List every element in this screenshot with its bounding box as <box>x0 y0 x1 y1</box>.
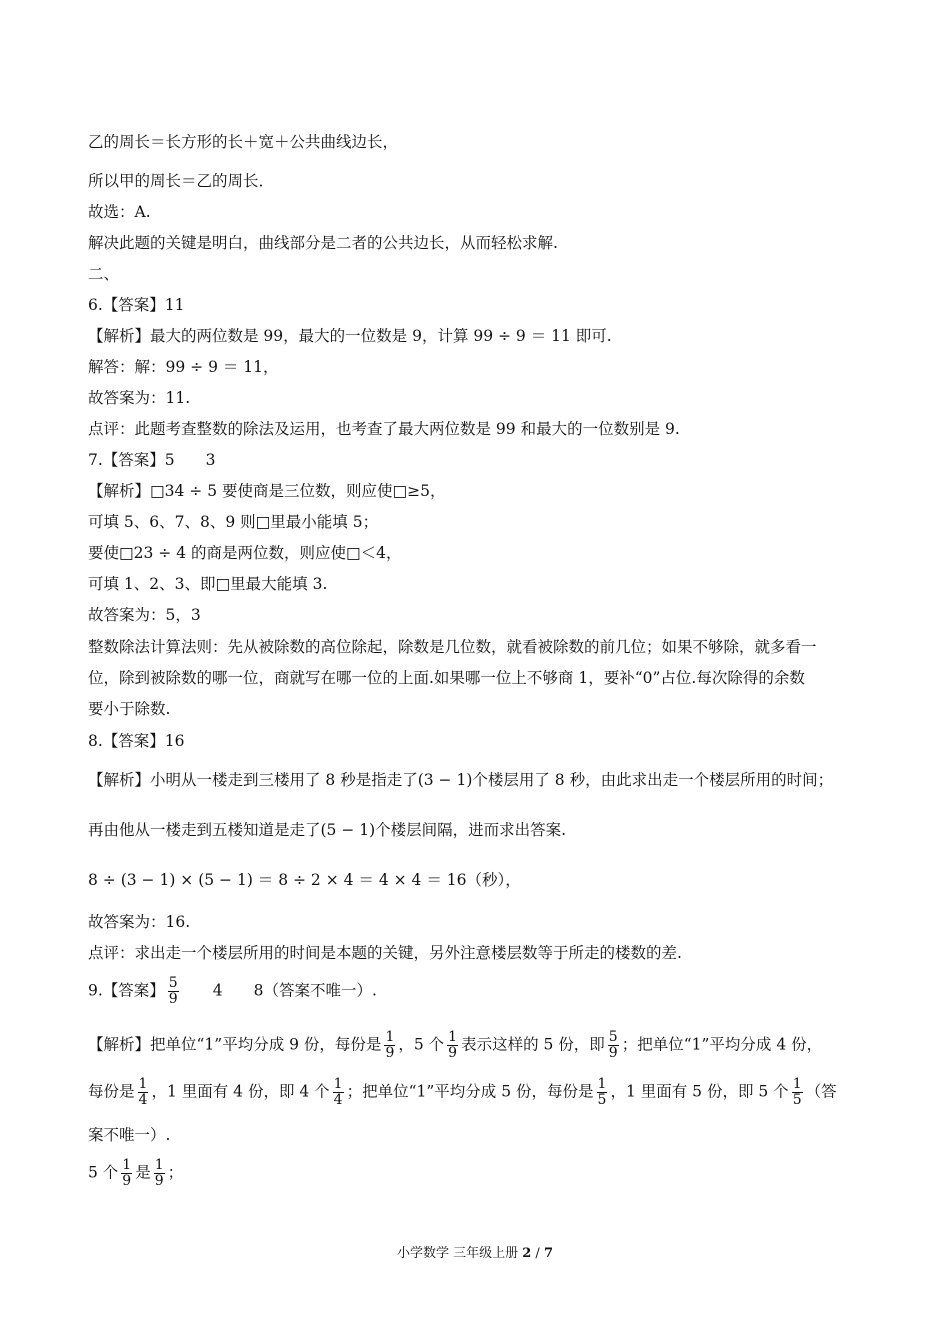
text-line: 【解析】小明从一楼走到三楼用了 8 秒是指走了(3 − 1)个楼层用了 8 秒，由此求出走一个楼层所用的时间； <box>88 771 834 789</box>
answer-heading: 6.【答案】11 <box>88 296 185 314</box>
text-span: 5 个 <box>88 1163 119 1182</box>
text-line: 故答案为：11. <box>88 389 191 407</box>
q9-prefix: 9.【答案】 <box>88 981 165 1000</box>
fraction: $\frac{1}{9}$ <box>385 1029 395 1061</box>
text-span: ；把单位“1”平均分成 5 份，每份是 <box>346 1082 594 1101</box>
text-span: （答 <box>805 1082 837 1101</box>
text-line: 乙的周长＝长方形的长＋宽＋公共曲线边长， <box>88 133 399 151</box>
text-line: 【解析】□34 ÷ 5 要使商是三位数，则应使□≥5， <box>88 482 446 500</box>
text-line: 解答：解：99 ÷ 9 ＝ 11， <box>88 358 279 376</box>
text-span: ，5 个 <box>398 1035 445 1054</box>
text-span: 是 <box>135 1163 151 1182</box>
text-span: ，1 里面有 4 份，即 4 个 <box>151 1082 330 1101</box>
text-span: 【解析】把单位“1”平均分成 9 份，每份是 <box>88 1035 382 1054</box>
text-span: ； <box>167 1163 184 1182</box>
text-line: 可填 1、2、3、即□里最大能填 3. <box>88 575 328 593</box>
text-span: 每份是 <box>88 1082 135 1101</box>
fraction: $\frac{1}{9}$ <box>122 1157 132 1189</box>
footer-title: 小学数学 三年级上册 <box>396 1246 523 1261</box>
fraction: $\frac{5}{9}$ <box>168 975 178 1007</box>
fraction: $\frac{1}{9}$ <box>448 1029 458 1061</box>
fraction: $\frac{5}{9}$ <box>608 1029 618 1061</box>
fraction: $\frac{1}{5}$ <box>597 1076 607 1108</box>
text-line: 可填 5、6、7、8、9 则□里最小能填 5； <box>88 513 379 531</box>
text-span: 表示这样的 5 份，即 <box>461 1035 605 1054</box>
text-line: 故答案为：5，3 <box>88 606 201 624</box>
text-line: 整数除法计算法则：先从被除数的高位除起，除数是几位数，就看被除数的前几位；如果不够除，就多看一 <box>88 638 817 656</box>
text-line <box>88 1077 837 1108</box>
text-line: 故选：A. <box>88 203 151 221</box>
page-total: 7 <box>543 1246 553 1261</box>
text-line: 案不唯一）. <box>88 1126 171 1144</box>
text-line: 【解析】最大的两位数是 99，最大的一位数是 9，计算 99 ÷ 9 ＝ 11 即可. <box>88 327 612 345</box>
text-line <box>88 1158 183 1189</box>
text-line: 解决此题的关键是明白，曲线部分是二者的公共边长，从而轻松求解. <box>88 234 558 252</box>
equation-line: 8 ÷ (3 − 1) × (5 − 1) ＝ 8 ÷ 2 × 4 ＝ 4 × 4 ＝ 16（秒）， <box>88 871 521 889</box>
text-line: 故答案为：16. <box>88 913 191 931</box>
section-heading: 二、 <box>88 265 120 283</box>
text-line: 点评：求出走一个楼层所用的时间是本题的关键，另外注意楼层数等于所走的楼数的差. <box>88 944 682 962</box>
fraction: $\frac{1}{5}$ <box>792 1076 802 1108</box>
text-span: ；把单位“1”平均分成 4 份， <box>621 1035 823 1054</box>
page-separator: / <box>531 1246 544 1261</box>
fraction: $\frac{1}{4}$ <box>138 1076 148 1108</box>
answer-heading: 8.【答案】16 <box>88 732 185 750</box>
text-line <box>88 1030 822 1061</box>
text-span: ，1 里面有 5 份，即 5 个 <box>610 1082 789 1101</box>
q9-rest: 4 8（答案不唯一）. <box>181 981 377 1000</box>
text-line: 位，除到被除数的哪一位，商就写在哪一位的上面.如果哪一位上不够商 1，要补“0”占位.每次除得的余数 <box>88 669 805 687</box>
text-line: 再由他从一楼走到五楼知道是走了(5 − 1)个楼层间隔，进而求出答案. <box>88 821 567 839</box>
text-line: 要小于除数. <box>88 700 171 718</box>
fraction: $\frac{1}{9}$ <box>154 1157 164 1189</box>
answer-heading <box>88 976 377 1007</box>
page-number: 2 <box>522 1246 532 1261</box>
text-line: 点评：此题考查整数的除法及运用，也考查了最大两位数是 99 和最大的一位数别是 9. <box>88 420 680 438</box>
page-footer <box>0 1242 950 1261</box>
text-line: 所以甲的周长＝乙的周长． <box>88 172 275 190</box>
fraction: $\frac{1}{4}$ <box>333 1076 343 1108</box>
answer-heading: 7.【答案】5 3 <box>88 451 216 469</box>
text-line: 要使□23 ÷ 4 的商是两位数，则应使□＜4， <box>88 544 402 562</box>
